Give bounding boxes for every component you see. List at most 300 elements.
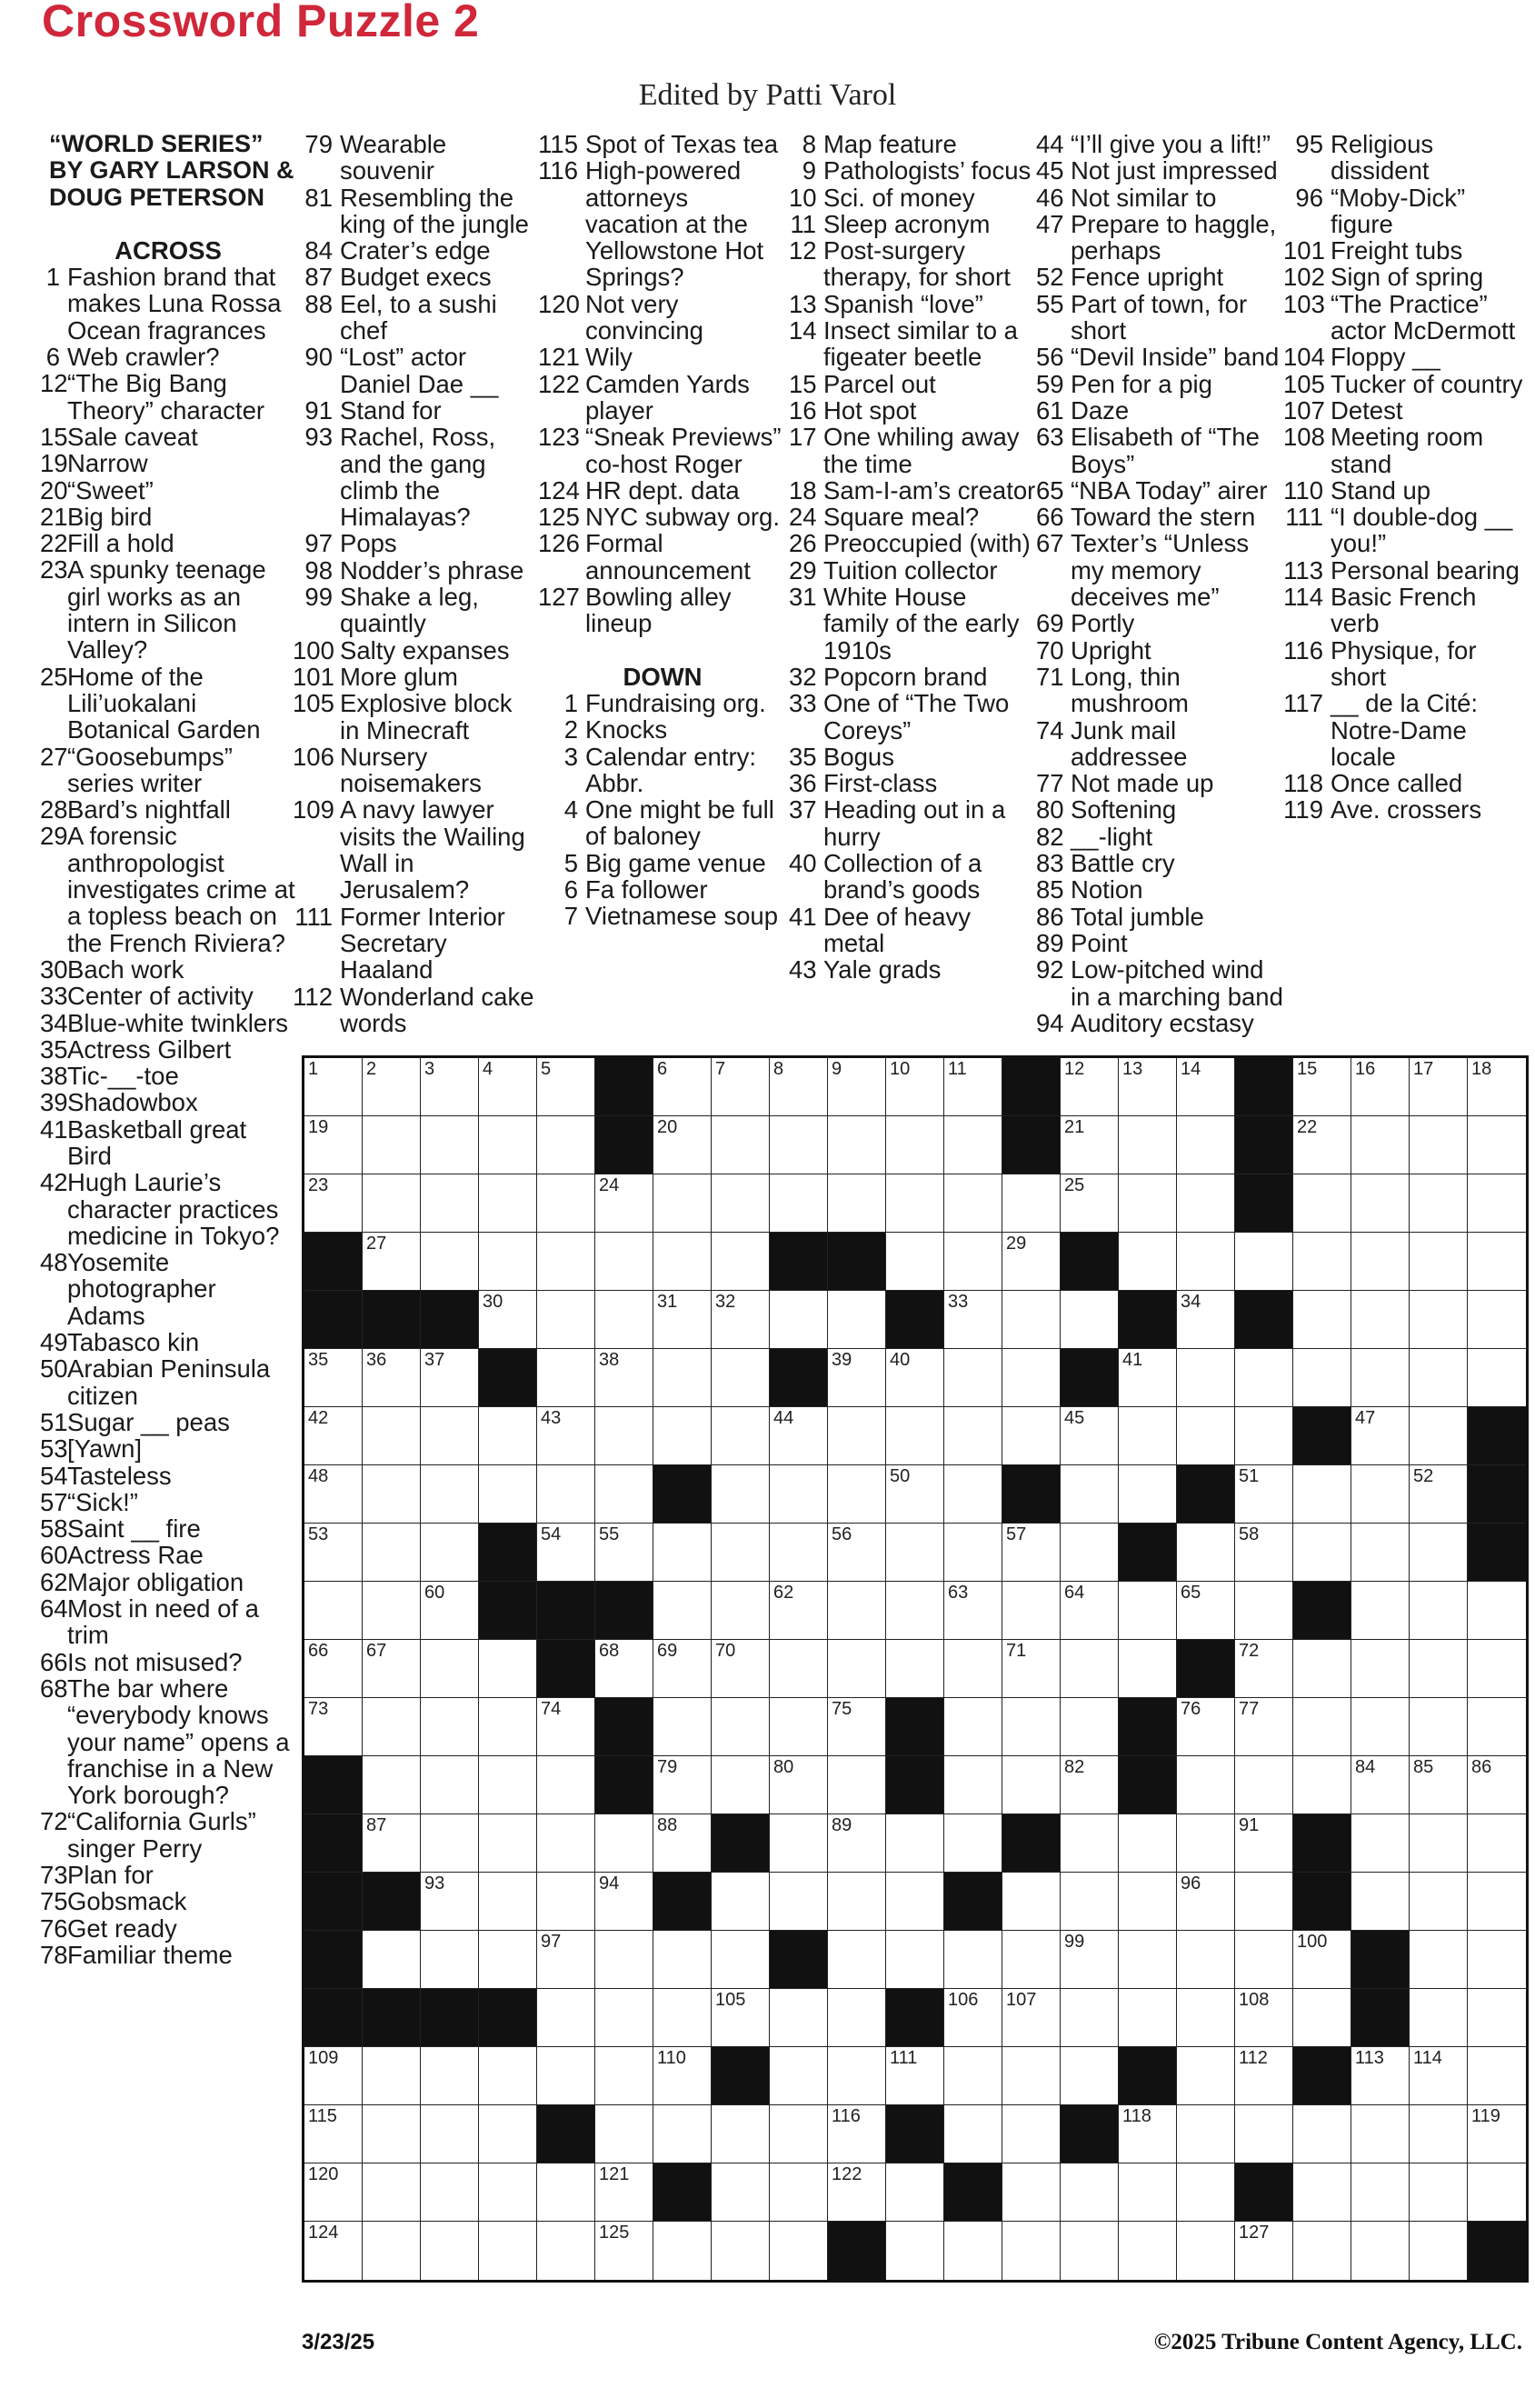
grid-cell[interactable] xyxy=(828,1058,886,1116)
grid-cell[interactable] xyxy=(1061,1640,1119,1698)
down-clue[interactable] xyxy=(1036,770,1287,796)
grid-cell[interactable] xyxy=(479,1116,537,1174)
grid-cell[interactable] xyxy=(1410,1931,1468,1989)
grid-cell[interactable] xyxy=(1410,1640,1468,1698)
down-clue[interactable] xyxy=(1036,131,1287,157)
grid-cell[interactable] xyxy=(1177,2105,1235,2163)
grid-cell[interactable] xyxy=(770,1116,828,1174)
down-clue[interactable] xyxy=(538,796,787,850)
down-clue[interactable] xyxy=(1283,424,1530,477)
grid-cell[interactable] xyxy=(363,1349,421,1407)
down-clue[interactable] xyxy=(1283,131,1530,185)
grid-cell[interactable] xyxy=(712,1989,770,2047)
grid-cell[interactable] xyxy=(537,2047,595,2105)
grid-cell[interactable] xyxy=(1410,2222,1468,2280)
grid-cell[interactable] xyxy=(712,2222,770,2280)
grid-cell[interactable] xyxy=(886,1174,944,1233)
grid-cell[interactable] xyxy=(1061,1698,1119,1756)
grid-cell[interactable] xyxy=(1468,1756,1526,1814)
grid-cell[interactable] xyxy=(1468,1233,1526,1291)
grid-cell[interactable] xyxy=(1410,2047,1468,2105)
down-clue[interactable] xyxy=(538,850,787,876)
grid-cell[interactable] xyxy=(537,1814,595,1873)
grid-cell[interactable] xyxy=(770,2222,828,2280)
grid-cell[interactable] xyxy=(1468,1582,1526,1640)
across-clue[interactable] xyxy=(40,1249,296,1329)
down-clue[interactable] xyxy=(789,211,1036,237)
grid-cell[interactable] xyxy=(1177,2163,1235,2222)
grid-cell[interactable] xyxy=(537,1873,595,1931)
grid-cell[interactable] xyxy=(1351,1465,1410,1524)
down-clue[interactable] xyxy=(1036,717,1287,771)
grid-cell[interactable] xyxy=(828,1582,886,1640)
across-clue[interactable] xyxy=(40,450,296,476)
across-clue[interactable] xyxy=(293,984,534,1037)
grid-cell[interactable] xyxy=(595,1174,653,1233)
grid-cell[interactable] xyxy=(1177,1524,1235,1582)
down-clue[interactable] xyxy=(789,770,1036,796)
grid-cell[interactable] xyxy=(479,1058,537,1116)
down-clue[interactable] xyxy=(789,584,1036,664)
grid-cell[interactable] xyxy=(944,1058,1002,1116)
grid-cell[interactable] xyxy=(1002,1582,1061,1640)
across-clue[interactable] xyxy=(40,424,296,450)
grid-cell[interactable] xyxy=(1061,2163,1119,2222)
grid-cell[interactable] xyxy=(886,1116,944,1174)
grid-cell[interactable] xyxy=(1119,1349,1177,1407)
grid-cell[interactable] xyxy=(1410,1814,1468,1873)
grid-cell[interactable] xyxy=(944,1407,1002,1465)
grid-cell[interactable] xyxy=(1002,1174,1061,1233)
grid-cell[interactable] xyxy=(421,2222,479,2280)
grid-cell[interactable] xyxy=(886,1349,944,1407)
grid-cell[interactable] xyxy=(1410,2163,1468,2222)
grid-cell[interactable] xyxy=(1410,1233,1468,1291)
grid-cell[interactable] xyxy=(1351,1524,1410,1582)
grid-cell[interactable] xyxy=(1351,1058,1410,1116)
across-clue[interactable] xyxy=(40,1010,296,1036)
grid-cell[interactable] xyxy=(712,1698,770,1756)
grid-cell[interactable] xyxy=(712,1582,770,1640)
grid-cell[interactable] xyxy=(595,1407,653,1465)
across-clue[interactable] xyxy=(538,584,787,637)
grid-cell[interactable] xyxy=(1002,1756,1061,1814)
grid-cell[interactable] xyxy=(1119,1989,1177,2047)
grid-cell[interactable] xyxy=(770,1524,828,1582)
grid-cell[interactable] xyxy=(886,1582,944,1640)
across-clue[interactable] xyxy=(40,1409,296,1435)
down-clue[interactable] xyxy=(789,796,1036,850)
grid-cell[interactable] xyxy=(770,1291,828,1349)
grid-cell[interactable] xyxy=(1410,1291,1468,1349)
down-clue[interactable] xyxy=(1036,291,1287,345)
grid-cell[interactable] xyxy=(1351,2163,1410,2222)
grid-cell[interactable] xyxy=(1468,1814,1526,1873)
grid-cell[interactable] xyxy=(944,1640,1002,1698)
grid-cell[interactable] xyxy=(828,2105,886,2163)
grid-cell[interactable] xyxy=(1061,1291,1119,1349)
grid-cell[interactable] xyxy=(712,1349,770,1407)
grid-cell[interactable] xyxy=(1351,1291,1410,1349)
grid-cell[interactable] xyxy=(828,1407,886,1465)
grid-cell[interactable] xyxy=(653,2222,712,2280)
down-clue[interactable] xyxy=(1283,371,1530,397)
grid-cell[interactable] xyxy=(479,1698,537,1756)
grid-cell[interactable] xyxy=(828,1174,886,1233)
grid-cell[interactable] xyxy=(1002,1233,1061,1291)
grid-cell[interactable] xyxy=(1235,1931,1293,1989)
grid-cell[interactable] xyxy=(1293,1058,1351,1116)
grid-cell[interactable] xyxy=(1351,1756,1410,1814)
grid-cell[interactable] xyxy=(886,1058,944,1116)
grid-cell[interactable] xyxy=(1235,1465,1293,1524)
grid-cell[interactable] xyxy=(304,1465,363,1524)
grid-cell[interactable] xyxy=(1177,1931,1235,1989)
grid-cell[interactable] xyxy=(1235,1873,1293,1931)
grid-cell[interactable] xyxy=(421,1640,479,1698)
grid-cell[interactable] xyxy=(1177,1814,1235,1873)
grid-cell[interactable] xyxy=(712,1116,770,1174)
grid-cell[interactable] xyxy=(1293,1989,1351,2047)
across-clue[interactable] xyxy=(40,983,296,1009)
grid-cell[interactable] xyxy=(421,1931,479,1989)
grid-cell[interactable] xyxy=(304,2105,363,2163)
grid-cell[interactable] xyxy=(363,1640,421,1698)
across-clue[interactable] xyxy=(40,1169,296,1249)
grid-cell[interactable] xyxy=(1351,2047,1410,2105)
grid-cell[interactable] xyxy=(886,1465,944,1524)
down-clue[interactable] xyxy=(1283,770,1530,796)
grid-cell[interactable] xyxy=(653,1582,712,1640)
down-clue[interactable] xyxy=(1283,264,1530,290)
grid-cell[interactable] xyxy=(712,2163,770,2222)
grid-cell[interactable] xyxy=(653,1174,712,1233)
grid-cell[interactable] xyxy=(944,2105,1002,2163)
across-clue[interactable] xyxy=(40,1915,296,1942)
grid-cell[interactable] xyxy=(1119,1640,1177,1698)
grid-cell[interactable] xyxy=(363,2222,421,2280)
grid-cell[interactable] xyxy=(363,1814,421,1873)
grid-cell[interactable] xyxy=(1061,1582,1119,1640)
across-clue[interactable] xyxy=(293,584,534,637)
grid-cell[interactable] xyxy=(770,1174,828,1233)
grid-cell[interactable] xyxy=(537,1058,595,1116)
grid-cell[interactable] xyxy=(828,1349,886,1407)
grid-cell[interactable] xyxy=(304,2163,363,2222)
grid-cell[interactable] xyxy=(712,1873,770,1931)
grid-cell[interactable] xyxy=(479,1756,537,1814)
down-clue[interactable] xyxy=(789,371,1036,397)
grid-cell[interactable] xyxy=(712,1524,770,1582)
grid-cell[interactable] xyxy=(1177,1349,1235,1407)
grid-cell[interactable] xyxy=(1293,1291,1351,1349)
grid-cell[interactable] xyxy=(1351,1116,1410,1174)
grid-cell[interactable] xyxy=(479,1814,537,1873)
down-clue[interactable] xyxy=(1283,185,1530,238)
down-clue[interactable] xyxy=(1283,291,1530,345)
grid-cell[interactable] xyxy=(537,1756,595,1814)
grid-cell[interactable] xyxy=(828,1814,886,1873)
grid-cell[interactable] xyxy=(944,1698,1002,1756)
grid-cell[interactable] xyxy=(595,1291,653,1349)
grid-cell[interactable] xyxy=(1002,1524,1061,1582)
grid-cell[interactable] xyxy=(828,1931,886,1989)
grid-cell[interactable] xyxy=(653,1291,712,1349)
grid-cell[interactable] xyxy=(1002,2163,1061,2222)
across-clue[interactable] xyxy=(40,556,296,663)
grid-cell[interactable] xyxy=(828,1640,886,1698)
grid-cell[interactable] xyxy=(304,1407,363,1465)
grid-cell[interactable] xyxy=(1351,1698,1410,1756)
grid-cell[interactable] xyxy=(421,1349,479,1407)
down-clue[interactable] xyxy=(1036,610,1287,636)
grid-cell[interactable] xyxy=(1410,2105,1468,2163)
grid-cell[interactable] xyxy=(1293,1524,1351,1582)
grid-cell[interactable] xyxy=(595,1349,653,1407)
grid-cell[interactable] xyxy=(944,1233,1002,1291)
grid-cell[interactable] xyxy=(1119,1233,1177,1291)
across-clue[interactable] xyxy=(40,264,296,344)
across-clue[interactable] xyxy=(40,1808,296,1862)
grid-cell[interactable] xyxy=(944,2222,1002,2280)
grid-cell[interactable] xyxy=(1061,1407,1119,1465)
grid-cell[interactable] xyxy=(1177,1873,1235,1931)
grid-cell[interactable] xyxy=(770,1640,828,1698)
down-clue[interactable] xyxy=(538,690,787,716)
grid-cell[interactable] xyxy=(1468,1349,1526,1407)
grid-cell[interactable] xyxy=(1468,2047,1526,2105)
down-clue[interactable] xyxy=(538,744,787,797)
across-clue[interactable] xyxy=(40,370,296,424)
across-clue[interactable] xyxy=(538,424,787,477)
grid-cell[interactable] xyxy=(770,1058,828,1116)
grid-cell[interactable] xyxy=(537,1174,595,1233)
grid-cell[interactable] xyxy=(770,1814,828,1873)
across-clue[interactable] xyxy=(40,1862,296,1888)
grid-cell[interactable] xyxy=(653,1407,712,1465)
grid-cell[interactable] xyxy=(304,1349,363,1407)
grid-cell[interactable] xyxy=(479,1873,537,1931)
grid-cell[interactable] xyxy=(1410,1756,1468,1814)
grid-cell[interactable] xyxy=(1119,1407,1177,1465)
grid-cell[interactable] xyxy=(828,1524,886,1582)
grid-cell[interactable] xyxy=(304,1698,363,1756)
grid-cell[interactable] xyxy=(770,1407,828,1465)
down-clue[interactable] xyxy=(1036,530,1287,610)
across-clue[interactable] xyxy=(293,530,534,556)
down-clue[interactable] xyxy=(1283,557,1530,584)
grid-cell[interactable] xyxy=(537,2222,595,2280)
grid-cell[interactable] xyxy=(653,1058,712,1116)
grid-cell[interactable] xyxy=(304,2047,363,2105)
grid-cell[interactable] xyxy=(828,1465,886,1524)
grid-cell[interactable] xyxy=(1177,2222,1235,2280)
grid-cell[interactable] xyxy=(828,1698,886,1756)
grid-cell[interactable] xyxy=(1293,1756,1351,1814)
across-clue[interactable] xyxy=(40,1675,296,1808)
grid-cell[interactable] xyxy=(1177,1174,1235,1233)
grid-cell[interactable] xyxy=(421,1698,479,1756)
grid-cell[interactable] xyxy=(1119,2105,1177,2163)
grid-cell[interactable] xyxy=(770,1465,828,1524)
grid-cell[interactable] xyxy=(537,1291,595,1349)
grid-cell[interactable] xyxy=(1119,1931,1177,1989)
grid-cell[interactable] xyxy=(653,1233,712,1291)
grid-cell[interactable] xyxy=(1061,1116,1119,1174)
grid-cell[interactable] xyxy=(944,2047,1002,2105)
down-clue[interactable] xyxy=(1036,637,1287,664)
down-clue[interactable] xyxy=(1283,690,1530,770)
grid-cell[interactable] xyxy=(828,1116,886,1174)
grid-cell[interactable] xyxy=(1002,2222,1061,2280)
grid-cell[interactable] xyxy=(595,2105,653,2163)
down-clue[interactable] xyxy=(789,185,1036,211)
grid-cell[interactable] xyxy=(1351,1174,1410,1233)
grid-cell[interactable] xyxy=(1410,1116,1468,1174)
grid-cell[interactable] xyxy=(421,1582,479,1640)
grid-cell[interactable] xyxy=(304,1524,363,1582)
across-clue[interactable] xyxy=(293,185,534,238)
grid-cell[interactable] xyxy=(1177,1989,1235,2047)
grid-cell[interactable] xyxy=(421,1814,479,1873)
grid-cell[interactable] xyxy=(1061,2047,1119,2105)
grid-cell[interactable] xyxy=(1235,1698,1293,1756)
grid-cell[interactable] xyxy=(1177,1407,1235,1465)
grid-cell[interactable] xyxy=(770,2047,828,2105)
grid-cell[interactable] xyxy=(421,1756,479,1814)
grid-cell[interactable] xyxy=(1177,1582,1235,1640)
grid-cell[interactable] xyxy=(1002,1989,1061,2047)
grid-cell[interactable] xyxy=(363,1116,421,1174)
down-clue[interactable] xyxy=(1283,237,1530,264)
down-clue[interactable] xyxy=(789,664,1036,690)
grid-cell[interactable] xyxy=(1235,1233,1293,1291)
across-clue[interactable] xyxy=(40,1463,296,1489)
across-clue[interactable] xyxy=(40,744,296,797)
grid-cell[interactable] xyxy=(1410,1407,1468,1465)
grid-cell[interactable] xyxy=(653,1698,712,1756)
grid-cell[interactable] xyxy=(363,1524,421,1582)
grid-cell[interactable] xyxy=(1293,1233,1351,1291)
down-clue[interactable] xyxy=(1036,1010,1287,1036)
down-clue[interactable] xyxy=(789,530,1036,556)
grid-cell[interactable] xyxy=(1468,1058,1526,1116)
grid-cell[interactable] xyxy=(653,2047,712,2105)
down-clue[interactable] xyxy=(1036,424,1287,477)
grid-cell[interactable] xyxy=(1235,1524,1293,1582)
grid-cell[interactable] xyxy=(595,1233,653,1291)
down-clue[interactable] xyxy=(789,744,1036,770)
across-clue[interactable] xyxy=(40,664,296,744)
grid-cell[interactable] xyxy=(1293,2105,1351,2163)
grid-cell[interactable] xyxy=(653,1349,712,1407)
grid-cell[interactable] xyxy=(421,1524,479,1582)
grid-cell[interactable] xyxy=(712,1407,770,1465)
down-clue[interactable] xyxy=(789,477,1036,504)
grid-cell[interactable] xyxy=(363,1931,421,1989)
grid-cell[interactable] xyxy=(1119,1582,1177,1640)
grid-cell[interactable] xyxy=(1410,1989,1468,2047)
grid-cell[interactable] xyxy=(1002,1291,1061,1349)
grid-cell[interactable] xyxy=(886,1233,944,1291)
grid-cell[interactable] xyxy=(828,1873,886,1931)
down-clue[interactable] xyxy=(1283,344,1530,370)
grid-cell[interactable] xyxy=(1061,1174,1119,1233)
across-clue[interactable] xyxy=(293,690,534,744)
grid-cell[interactable] xyxy=(595,2163,653,2222)
grid-cell[interactable] xyxy=(1468,1931,1526,1989)
grid-cell[interactable] xyxy=(363,2105,421,2163)
grid-cell[interactable] xyxy=(770,1698,828,1756)
grid-cell[interactable] xyxy=(653,1640,712,1698)
grid-cell[interactable] xyxy=(770,2163,828,2222)
grid-cell[interactable] xyxy=(1468,1989,1526,2047)
grid-cell[interactable] xyxy=(1119,1174,1177,1233)
across-clue[interactable] xyxy=(538,371,787,425)
grid-cell[interactable] xyxy=(1119,1465,1177,1524)
down-clue[interactable] xyxy=(1036,956,1287,1010)
grid-cell[interactable] xyxy=(595,1814,653,1873)
grid-cell[interactable] xyxy=(304,1174,363,1233)
across-clue[interactable] xyxy=(293,397,534,424)
down-clue[interactable] xyxy=(1036,344,1287,370)
grid-cell[interactable] xyxy=(1293,1931,1351,1989)
down-clue[interactable] xyxy=(1036,664,1287,717)
grid-cell[interactable] xyxy=(1119,2163,1177,2222)
across-clue[interactable] xyxy=(40,1036,296,1063)
grid-cell[interactable] xyxy=(1351,1233,1410,1291)
grid-cell[interactable] xyxy=(421,2047,479,2105)
across-clue[interactable] xyxy=(293,344,534,397)
grid-cell[interactable] xyxy=(304,1582,363,1640)
down-clue[interactable] xyxy=(789,557,1036,584)
grid-cell[interactable] xyxy=(1351,2105,1410,2163)
down-clue[interactable] xyxy=(1283,397,1530,424)
grid-cell[interactable] xyxy=(1410,1582,1468,1640)
grid-cell[interactable] xyxy=(1002,1873,1061,1931)
grid-cell[interactable] xyxy=(1235,1814,1293,1873)
across-clue[interactable] xyxy=(40,504,296,530)
grid-cell[interactable] xyxy=(363,1174,421,1233)
across-clue[interactable] xyxy=(40,477,296,504)
grid-cell[interactable] xyxy=(828,2163,886,2222)
grid-cell[interactable] xyxy=(1468,2163,1526,2222)
grid-cell[interactable] xyxy=(1293,2163,1351,2222)
down-clue[interactable] xyxy=(789,956,1036,983)
grid-cell[interactable] xyxy=(886,2047,944,2105)
grid-cell[interactable] xyxy=(1351,1640,1410,1698)
grid-cell[interactable] xyxy=(421,1116,479,1174)
grid-cell[interactable] xyxy=(712,1756,770,1814)
across-clue[interactable] xyxy=(293,291,534,345)
grid-cell[interactable] xyxy=(886,1407,944,1465)
grid-cell[interactable] xyxy=(712,1465,770,1524)
grid-cell[interactable] xyxy=(1410,1174,1468,1233)
grid-cell[interactable] xyxy=(886,2163,944,2222)
down-clue[interactable] xyxy=(1036,397,1287,424)
grid-cell[interactable] xyxy=(537,1407,595,1465)
across-clue[interactable] xyxy=(538,157,787,290)
grid-cell[interactable] xyxy=(1410,1698,1468,1756)
grid-cell[interactable] xyxy=(595,1931,653,1989)
down-clue[interactable] xyxy=(789,397,1036,424)
grid-cell[interactable] xyxy=(479,1407,537,1465)
grid-cell[interactable] xyxy=(944,1465,1002,1524)
grid-cell[interactable] xyxy=(828,2047,886,2105)
down-clue[interactable] xyxy=(1036,796,1287,823)
grid-cell[interactable] xyxy=(886,1873,944,1931)
grid-cell[interactable] xyxy=(537,1698,595,1756)
